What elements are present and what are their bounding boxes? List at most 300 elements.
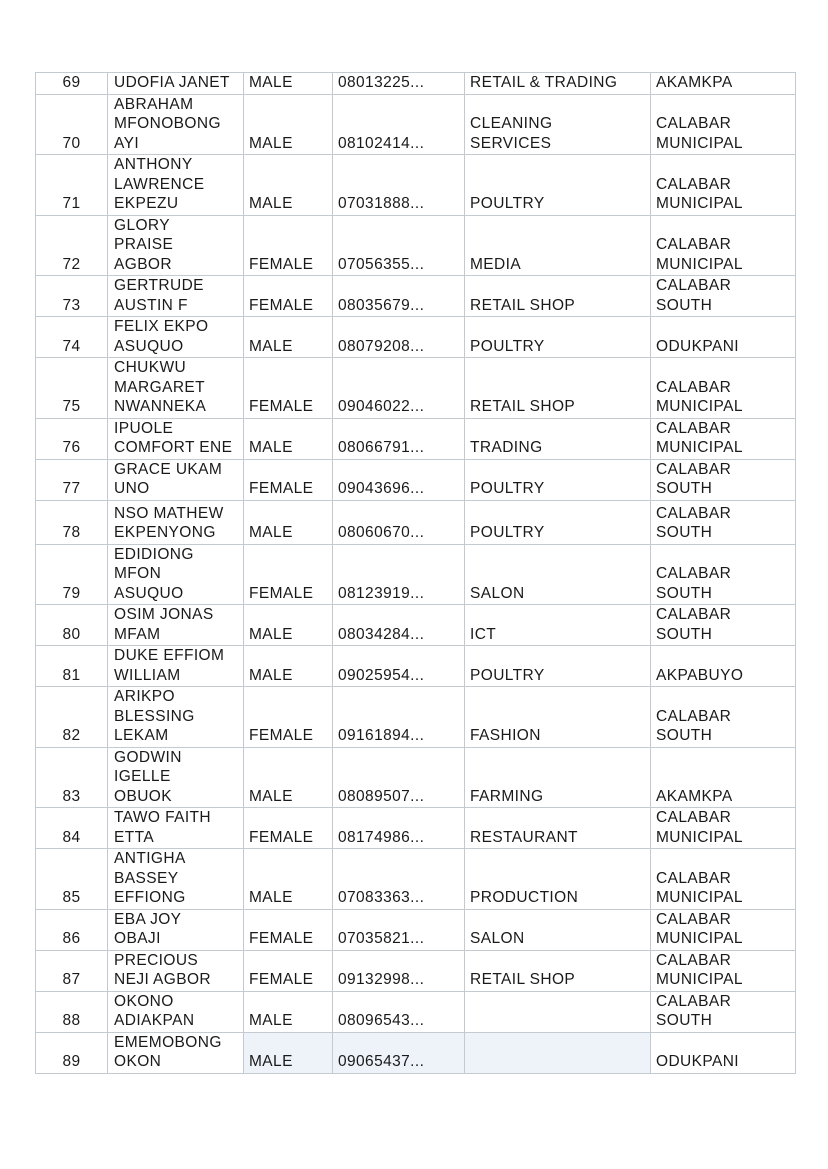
business-cell [465,687,651,748]
name-line: EBA JOY [114,910,182,928]
lga-cell [651,544,796,605]
lga-line: MUNICIPAL [656,930,743,947]
table-row [36,94,796,155]
name-line: GRACE UKAM [114,460,223,478]
business-line: POULTRY [470,195,545,212]
serial-number: 83 [62,787,81,805]
document-page [35,72,795,1074]
lga-line: CALABAR [656,460,732,478]
lga-line: CALABAR [656,504,732,522]
name-line: ETTA [114,828,155,846]
phone-cell [333,605,465,646]
table-row [36,605,796,646]
serial-number-cell [36,1032,108,1073]
gender-cell [244,909,333,950]
lga-line: ODUKPANI [656,337,740,355]
phone-cell [333,909,465,950]
lga-line: CALABAR [656,606,732,623]
name-line: ANTHONY [114,156,193,173]
gender-value: FEMALE [249,296,314,314]
gender-cell [244,646,333,687]
business-cell [465,155,651,216]
name-cell [108,155,244,216]
business-line: TRADING [470,439,543,456]
name-line: GLORY [114,216,170,234]
business-line: RESTAURANT [470,828,578,846]
business-line: RETAIL SHOP [470,398,576,415]
table-row [36,1032,796,1073]
business-cell [465,418,651,459]
gender-cell [244,687,333,748]
lga-cell [651,1032,796,1073]
phone-cell [333,849,465,910]
name-cell [108,605,244,646]
name-cell [108,276,244,317]
table-row [36,418,796,459]
gender-value: FEMALE [249,255,314,273]
serial-number: 78 [62,524,81,541]
lga-cell [651,418,796,459]
serial-number-cell [36,687,108,748]
phone-cell [333,215,465,276]
gender-value: FEMALE [249,398,314,415]
phone-cell [333,950,465,991]
lga-line: CALABAR [656,419,732,437]
lga-line: CALABAR [656,707,732,725]
name-cell [108,500,244,544]
lga-line: MUNICIPAL [656,255,743,273]
business-cell [465,808,651,849]
phone-cell [333,418,465,459]
phone-value: 09025954... [338,666,425,684]
phone-value: 08013225... [338,74,425,91]
name-line: OSIM JONAS [114,606,214,623]
phone-value: 09065437... [338,1053,425,1070]
table-row [36,500,796,544]
name-line: EFFIONG [114,889,186,906]
phone-value: 08174986... [338,828,425,846]
phone-value: 09132998... [338,971,425,988]
table-row [36,646,796,687]
phone-cell [333,991,465,1032]
lga-line: CALABAR [656,115,732,132]
name-line: ASUQUO [114,584,184,602]
serial-number-cell [36,155,108,216]
name-line: ASUQUO [114,337,184,355]
phone-cell [333,646,465,687]
business-line: POULTRY [470,337,545,355]
phone-value: 07056355... [338,255,425,273]
name-cell [108,909,244,950]
phone-value: 08089507... [338,787,425,805]
name-line: CHUKWU [114,359,187,376]
phone-cell [333,317,465,358]
name-line: PRECIOUS [114,951,199,969]
serial-number: 81 [62,666,81,684]
name-line: GODWIN [114,748,182,766]
serial-number: 75 [62,398,81,415]
lga-line: MUNICIPAL [656,134,743,152]
business-cell [465,94,651,155]
name-line: GERTRUDE [114,277,204,294]
lga-cell [651,646,796,687]
serial-number: 84 [62,828,81,846]
gender-value: MALE [249,787,293,805]
gender-cell [244,358,333,419]
business-line: RETAIL SHOP [470,296,576,314]
gender-cell [244,155,333,216]
name-line: FELIX EKPO [114,318,209,335]
serial-number-cell [36,544,108,605]
table-row [36,687,796,748]
serial-number: 82 [62,727,81,744]
lga-line: AKAMKPA [656,74,733,91]
phone-value: 08035679... [338,296,425,314]
table-row [36,276,796,317]
name-cell [108,215,244,276]
serial-number: 74 [62,337,81,355]
gender-value: MALE [249,195,293,212]
business-line: POULTRY [470,666,545,684]
lga-cell [651,73,796,95]
serial-number: 71 [62,195,81,212]
phone-value: 07083363... [338,889,425,906]
business-line: PRODUCTION [470,889,579,906]
phone-cell [333,155,465,216]
name-cell [108,317,244,358]
name-line: UDOFIA JANET [114,74,230,91]
table-row [36,950,796,991]
business-cell [465,358,651,419]
gender-cell [244,849,333,910]
lga-cell [651,94,796,155]
gender-cell [244,747,333,808]
lga-cell [651,808,796,849]
phone-value: 07035821... [338,930,425,947]
name-line: LEKAM [114,727,169,744]
serial-number: 80 [62,625,81,643]
name-line: NSO MATHEW [114,504,224,522]
serial-number: 85 [62,889,81,906]
serial-number: 88 [62,1012,81,1029]
serial-number-cell [36,849,108,910]
gender-value: FEMALE [249,727,314,744]
lga-line: CALABAR [656,277,732,294]
serial-number-cell [36,808,108,849]
serial-number-cell [36,215,108,276]
phone-value: 09046022... [338,398,425,415]
name-cell [108,418,244,459]
name-line: ADIAKPAN [114,1012,195,1029]
business-line: RETAIL & TRADING [470,74,618,91]
name-line: AUSTIN F [114,296,188,314]
lga-line: MUNICIPAL [656,971,743,988]
serial-number: 89 [62,1053,81,1070]
name-line: DUKE EFFIOM [114,647,225,664]
name-line: TAWO FAITH [114,809,211,826]
gender-cell [244,1032,333,1073]
lga-line: AKPABUYO [656,666,744,684]
lga-line: SOUTH [656,524,713,541]
phone-value: 08034284... [338,625,425,643]
gender-cell [244,500,333,544]
serial-number: 70 [62,134,81,152]
name-line: NEJI AGBOR [114,971,212,988]
lga-cell [651,687,796,748]
business-line: RETAIL SHOP [470,971,576,988]
name-line: MFON [114,565,162,582]
lga-line: CALABAR [656,951,732,969]
lga-line: SOUTH [656,584,713,602]
name-line: EDIDIONG [114,545,194,563]
serial-number: 72 [62,255,81,273]
name-cell [108,849,244,910]
gender-value: FEMALE [249,480,314,497]
lga-line: CALABAR [656,565,732,582]
lga-line: AKAMKPA [656,787,733,805]
gender-value: MALE [249,889,293,906]
name-line: OBUOK [114,787,172,805]
serial-number-cell [36,459,108,500]
serial-number-cell [36,747,108,808]
gender-cell [244,73,333,95]
business-cell [465,500,651,544]
phone-cell [333,94,465,155]
name-line: OBAJI [114,930,161,947]
business-line: POULTRY [470,524,545,541]
name-line: PRAISE [114,236,174,253]
lga-line: MUNICIPAL [656,889,743,906]
phone-value: 08123919... [338,584,425,602]
lga-line: SOUTH [656,727,713,744]
serial-number: 77 [62,480,81,497]
business-line: FASHION [470,727,541,744]
business-cell [465,317,651,358]
gender-value: MALE [249,625,293,643]
lga-line: MUNICIPAL [656,195,743,212]
serial-number-cell [36,605,108,646]
lga-line: CALABAR [656,236,732,253]
lga-cell [651,155,796,216]
name-line: MFONOBONG [114,115,221,132]
gender-value: MALE [249,74,293,91]
name-line: EKPEZU [114,195,179,212]
serial-number-cell [36,950,108,991]
serial-number-cell [36,500,108,544]
gender-cell [244,950,333,991]
name-line: NWANNEKA [114,398,207,415]
name-line: EKPENYONG [114,524,216,541]
business-cell [465,849,651,910]
name-line: AGBOR [114,255,172,273]
gender-value: MALE [249,1053,293,1070]
phone-cell [333,1032,465,1073]
business-cell [465,991,651,1032]
gender-cell [244,808,333,849]
phone-value: 09043696... [338,480,425,497]
name-line: OKON [114,1053,162,1070]
name-cell [108,1032,244,1073]
lga-line: SOUTH [656,480,713,497]
business-cell [465,909,651,950]
gender-cell [244,94,333,155]
business-line: SALON [470,930,525,947]
table-row [36,544,796,605]
serial-number-cell [36,418,108,459]
gender-cell [244,317,333,358]
name-cell [108,94,244,155]
name-cell [108,747,244,808]
serial-number-cell [36,909,108,950]
gender-cell [244,215,333,276]
lga-cell [651,358,796,419]
business-cell [465,215,651,276]
lga-line: CALABAR [656,992,732,1010]
phone-value: 07031888... [338,195,425,212]
gender-value: MALE [249,439,293,456]
lga-line: CALABAR [656,809,732,826]
table-body [36,73,796,1074]
gender-value: FEMALE [249,971,314,988]
gender-value: MALE [249,337,293,355]
lga-line: SOUTH [656,1012,713,1029]
beneficiary-table [35,72,796,1074]
table-row [36,215,796,276]
table-row [36,849,796,910]
serial-number: 69 [62,74,81,91]
business-cell [465,73,651,95]
lga-cell [651,459,796,500]
name-line: OKONO [114,992,174,1010]
name-cell [108,544,244,605]
serial-number: 86 [62,930,81,947]
phone-cell [333,747,465,808]
gender-value: FEMALE [249,584,314,602]
serial-number: 73 [62,296,81,314]
table-row [36,73,796,95]
phone-cell [333,500,465,544]
business-line: SERVICES [470,134,552,152]
gender-cell [244,418,333,459]
gender-value: MALE [249,134,293,152]
serial-number-cell [36,94,108,155]
name-cell [108,808,244,849]
name-line: AYI [114,134,140,152]
lga-line: ODUKPANI [656,1053,740,1070]
gender-cell [244,605,333,646]
lga-cell [651,215,796,276]
serial-number-cell [36,358,108,419]
lga-line: CALABAR [656,910,732,928]
lga-cell [651,276,796,317]
phone-value: 08066791... [338,439,425,456]
name-line: MFAM [114,625,161,643]
lga-cell [651,849,796,910]
business-cell [465,605,651,646]
table-row [36,909,796,950]
business-cell [465,950,651,991]
lga-cell [651,991,796,1032]
name-line: MARGARET [114,378,206,396]
serial-number-cell [36,317,108,358]
name-line: WILLIAM [114,666,181,684]
name-line: LAWRENCE [114,175,205,193]
serial-number: 76 [62,439,81,456]
phone-value: 08102414... [338,134,425,152]
lga-line: CALABAR [656,869,732,887]
lga-cell [651,500,796,544]
serial-number-cell [36,276,108,317]
business-line: POULTRY [470,480,545,497]
business-line: ICT [470,625,497,643]
serial-number: 87 [62,971,81,988]
name-line: BASSEY [114,869,179,887]
table-row [36,358,796,419]
lga-cell [651,950,796,991]
name-cell [108,646,244,687]
name-cell [108,459,244,500]
phone-cell [333,276,465,317]
lga-line: SOUTH [656,625,713,643]
lga-line: MUNICIPAL [656,439,743,456]
phone-cell [333,358,465,419]
lga-line: CALABAR [656,175,732,193]
name-cell [108,687,244,748]
phone-value: 08060670... [338,524,425,541]
lga-line: MUNICIPAL [656,398,743,415]
phone-value: 08096543... [338,1012,425,1029]
phone-value: 08079208... [338,337,425,355]
name-cell [108,358,244,419]
phone-cell [333,73,465,95]
table-row [36,747,796,808]
business-line: CLEANING [470,115,553,132]
table-row [36,808,796,849]
lga-line: CALABAR [656,378,732,396]
name-line: ABRAHAM [114,95,194,113]
name-cell [108,950,244,991]
serial-number-cell [36,646,108,687]
gender-value: MALE [249,666,293,684]
business-cell [465,544,651,605]
business-cell [465,276,651,317]
gender-cell [244,276,333,317]
serial-number: 79 [62,584,81,602]
phone-cell [333,687,465,748]
lga-cell [651,909,796,950]
lga-line: SOUTH [656,296,713,314]
serial-number-cell [36,73,108,95]
name-line: COMFORT ENE [114,439,233,456]
gender-value: FEMALE [249,930,314,947]
lga-line: MUNICIPAL [656,828,743,846]
name-line: ANTIGHA [114,850,186,867]
name-line: IPUOLE [114,419,174,437]
table-row [36,317,796,358]
gender-cell [244,544,333,605]
lga-cell [651,317,796,358]
gender-value: FEMALE [249,828,314,846]
name-line: ARIKPO [114,688,175,705]
name-line: UNO [114,480,150,497]
gender-cell [244,459,333,500]
gender-cell [244,991,333,1032]
lga-cell [651,605,796,646]
table-row [36,459,796,500]
phone-cell [333,544,465,605]
lga-cell [651,747,796,808]
name-cell [108,73,244,95]
